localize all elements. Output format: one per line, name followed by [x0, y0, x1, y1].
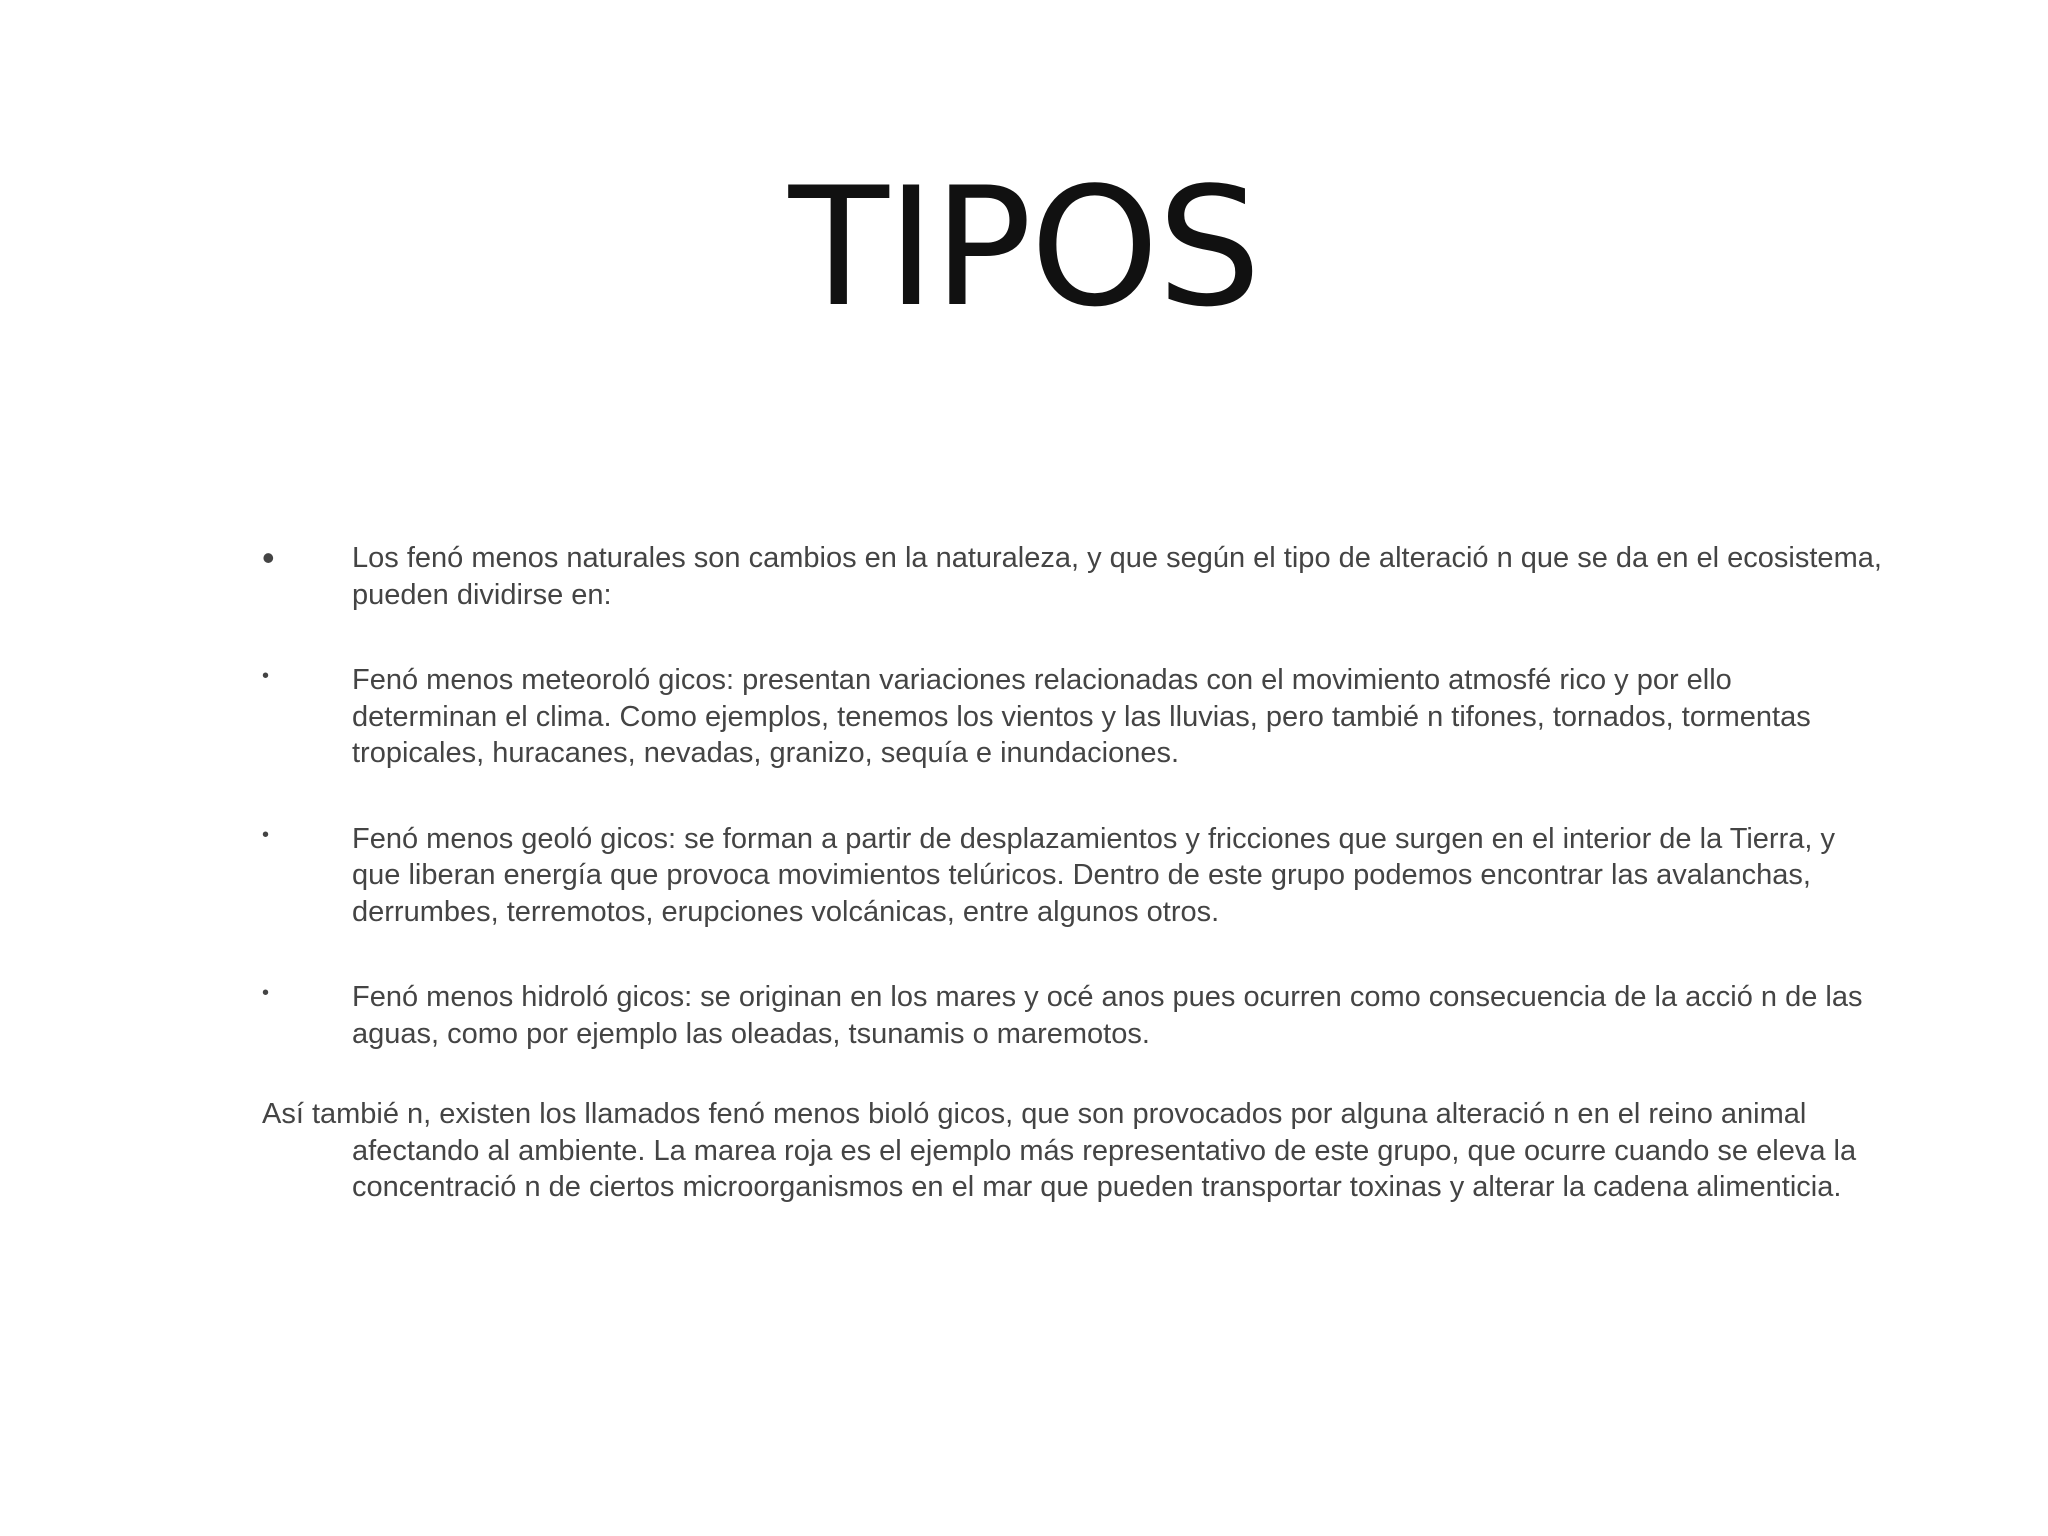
bullet-dot-icon: • — [262, 823, 270, 846]
bullet-text: Fenó menos hidroló gicos: se originan en los mares y océ anos pues ocurren como consecuencia de la acció n de las aguas, como por ejemplo las oleadas, tsunamis o maremotos. — [352, 981, 1863, 1050]
bullet-item-hydrological — [262, 979, 1882, 1052]
bullet-item-intro — [262, 537, 1882, 613]
bullet-item-meteorological — [262, 662, 1882, 772]
bullet-text: Los fenó menos naturales son cambios en la naturaleza, y que según el tipo de alteració n que se da en el ecosistema, pueden dividirse en: — [352, 542, 1882, 611]
closing-paragraph: Así tambié n, existen los llamados fenó menos bioló gicos, que son provocados por alguna alteració n en el reino animal afectando al ambiente. La marea roja es el ejemplo más representativo de este grupo, que ocurre cuando se eleva la concentració n de ciertos microorganismos en el mar que pueden transportar toxinas y alterar la cadena alimenticia. — [262, 1098, 1857, 1203]
bullet-dot-icon: • — [262, 982, 270, 1004]
bullet-text: Fenó menos geoló gicos: se forman a partir de desplazamientos y fricciones que surgen en el interior de la Tierra, y que liberan energía que provoca movimientos telúricos. Dentro de este grupo podemos encontrar las avalanchas, derrumbes, terremotos, erupciones volcánicas, entre algunos otros. — [352, 822, 1835, 928]
bullet-dot-icon: • — [262, 665, 270, 687]
bullet-text: Fenó menos meteoroló gicos: presentan variaciones relacionadas con el movimiento atmosfé rico y por ello determinan el clima. Como ejemplos, tenemos los vientos y las lluvias, pero tambié n tifones, tornados, tormentas tropicales, huracanes, nevadas, granizo, sequía e inundaciones. — [352, 664, 1811, 769]
slide-body — [262, 537, 1882, 1206]
bullet-item-geological — [262, 821, 1882, 931]
bullet-dot-icon: • — [262, 537, 275, 578]
slide-title: TIPOS — [788, 152, 1260, 343]
